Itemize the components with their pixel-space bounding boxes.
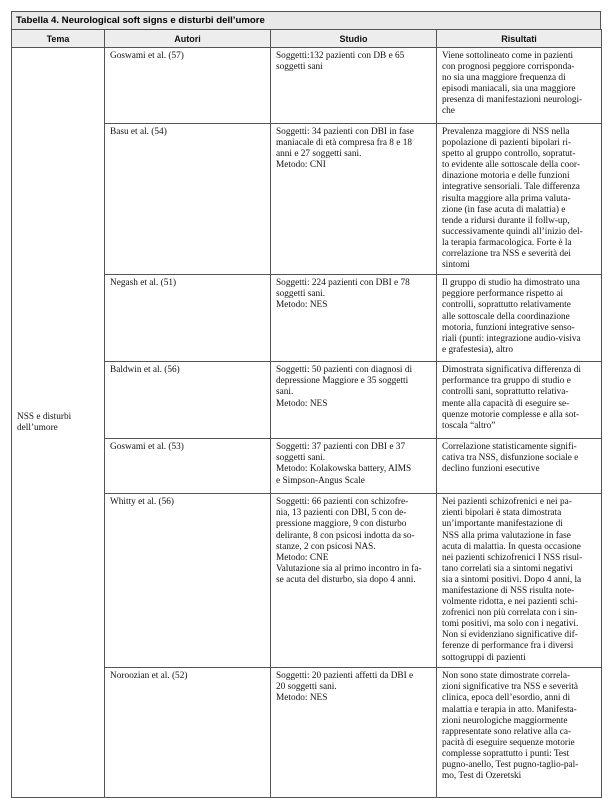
results-cell: Dimostrata significativa differenza di performance tra gruppo di studio e controlli sani, soprattutto relativa- mente alla capacità di eseguire se- quenze motorie complesse e alla sot- toscala “altro”: [437, 362, 602, 439]
results-cell: Non sono state dimostrate correla- zioni significative tra NSS e severità clinica, epoca dell’esordio, anni di malattia e terapia in atto. Manifesta- zioni neurologiche maggiormente rappresentate sono relative alla ca- pacità di eseguire sequenze motorie complesse soprattutto i punti: Test pugno-anello, Test pugno-taglio-pal- mo, Test di Ozeretski: [437, 668, 602, 798]
authors-cell: Goswami et al. (57): [105, 48, 271, 124]
header-tema: Tema: [12, 30, 105, 48]
results-cell: Il gruppo di studio ha dimostrato una peggiore performance rispetto ai controlli, soprattutto relativamente alle sottoscale della coordinazione motoria, funzioni integrative senso- riali (punti: integrazione audio-visiva e grafestesia), altro: [437, 275, 602, 362]
table-caption: Tabella 4. Neurological soft signs e disturbi dell’umore: [11, 11, 601, 29]
study-cell: Soggetti:132 pazienti con DB e 65 soggetti sani: [271, 48, 437, 124]
nss-mood-table: [11, 29, 602, 798]
header-row: [12, 30, 602, 48]
study-cell: Soggetti: 50 pazienti con diagnosi di depressione Maggiore e 35 soggetti sani. Metodo: NES: [271, 362, 437, 439]
results-cell: Viene sottolineato come in pazienti con prognosi peggiore corrisponda- no sia una maggiore frequenza di episodi maniacali, sia una maggiore presenza di manifestazioni neurologi- che: [437, 48, 602, 124]
study-cell: Soggetti: 20 pazienti affetti da DBI e 20 soggetti sani. Metodo: NES: [271, 668, 437, 798]
study-cell: Soggetti: 224 pazienti con DBI e 78 soggetti sani. Metodo: NES: [271, 275, 437, 362]
authors-cell: Noroozian et al. (52): [105, 668, 271, 798]
results-cell: Prevalenza maggiore di NSS nella popolazione di pazienti bipolari ri- spetto al gruppo controllo, sopratut- to evidente alle sottoscale della coor- dinazione motoria e delle funzioni integrative sensoriali. Tale differenza risulta maggiore alla prima valuta- zione (in fase acuta di malattia) e tende a ridursi durante il follw-up, successivamente quindi all’inizio del- la terapia farmacologica. Forte è la correlazione tra NSS e severità dei sintomi: [437, 124, 602, 275]
authors-cell: Baldwin et al. (56): [105, 362, 271, 439]
header-autori: Autori: [105, 30, 271, 48]
header-studio: Studio: [271, 30, 437, 48]
table-row: [12, 48, 602, 124]
theme-cell: NSS e disturbi dell’umore: [12, 48, 105, 798]
study-cell: Soggetti: 34 pazienti con DBI in fase maniacale di età compresa fra 8 e 18 anni e 27 soggetti sani. Metodo: CNI: [271, 124, 437, 275]
header-risultati: Risultati: [437, 30, 602, 48]
authors-cell: Negash et al. (51): [105, 275, 271, 362]
study-cell: Soggetti: 66 pazienti con schizofre- nia, 13 pazienti con DBI, 5 con de- pressione maggiore, 9 con disturbo delirante, 8 con psicosi indotta da so- stanze, 2 con psicosi NAS. Metodo: CNE Valutazione sia al primo incontro in fa- se acuta del disturbo, sia dopo 4 anni.: [271, 494, 437, 668]
authors-cell: Whitty et al. (56): [105, 494, 271, 668]
results-cell: Nei pazienti schizofrenici e nei pa- zienti bipolari è stata dimostrata un’importante manifestazione di NSS alla prima valutazione in fase acuta di malattia. In questa occasione nei pazienti schizofrenici I NSS risul- tano correlati sia a sintomi negativi sia a sintomi positivi. Dopo 4 anni, la manifestazione di NSS risulta note- volmente ridotta, e nei pazienti schi- zofrenici non più correlata con i sin- tomi positivi, ma solo con i negativi. Non si evidenziano significative dif- ferenze di performance fra i diversi sottogruppi di pazienti: [437, 494, 602, 668]
study-cell: Soggetti: 37 pazienti con DBI e 37 soggetti sani. Metodo: Kolakowska battery, AIMS e Simpson-Angus Scale: [271, 439, 437, 494]
authors-cell: Goswami et al. (53): [105, 439, 271, 494]
table-container: [11, 11, 601, 798]
authors-cell: Basu et al. (54): [105, 124, 271, 275]
results-cell: Correlazione statisticamente signifi- cativa tra NSS, disfunzione sociale e declino funzioni esecutive: [437, 439, 602, 494]
